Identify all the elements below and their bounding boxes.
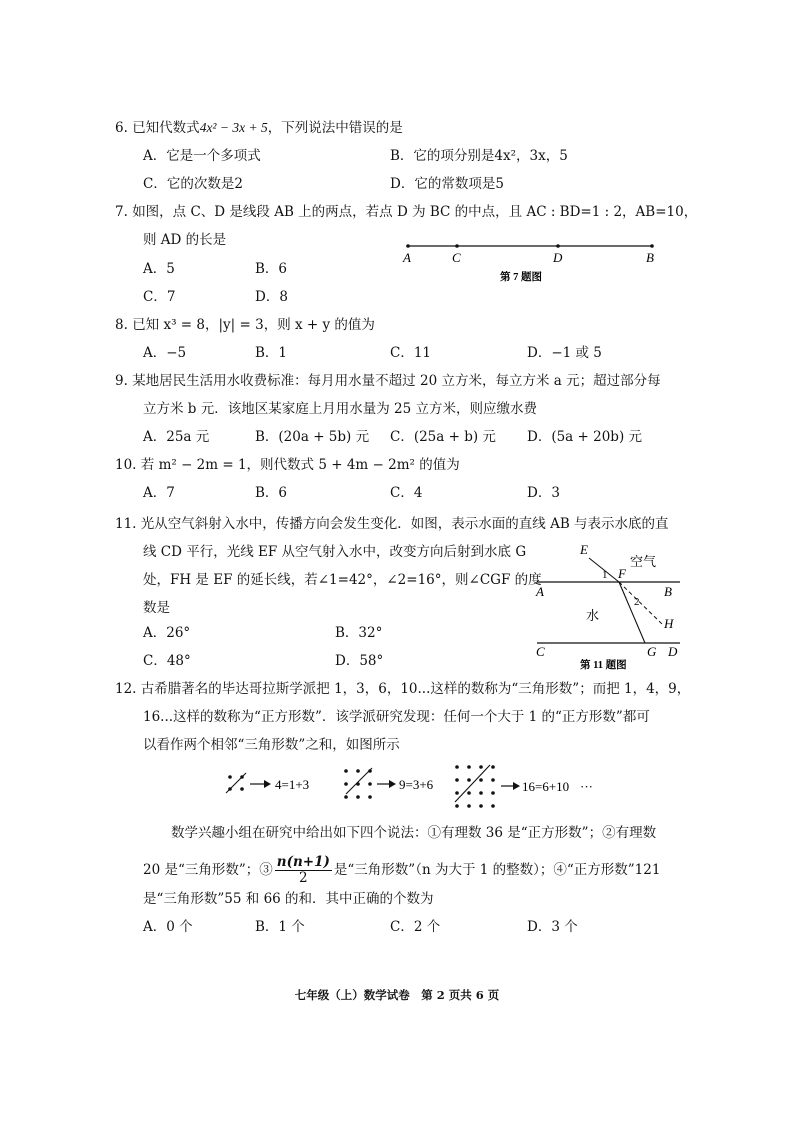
q11-figure-caption: 第 11 题图 — [580, 660, 627, 671]
point-d — [556, 244, 560, 248]
q8-option-c[interactable]: C．11 — [390, 345, 432, 361]
q10-option-d[interactable]: D．3 — [527, 485, 560, 501]
q10-option-c[interactable]: C．4 — [390, 485, 423, 501]
q11-number: 11. — [115, 516, 137, 532]
q9-stem-line1 — [115, 372, 661, 390]
q9-option-c[interactable]: C．(25a + b) 元 — [390, 429, 496, 445]
label-b: B — [664, 584, 672, 599]
q7-option-a[interactable]: A．5 — [143, 261, 175, 277]
q9-option-d[interactable]: D．(5a + 20b) 元 — [527, 429, 643, 445]
q9-number: 9. — [115, 373, 128, 389]
q8-option-d[interactable]: D．−1 或 5 — [527, 345, 602, 361]
q12-option-a[interactable]: A．0 个 — [143, 919, 193, 935]
dot-group-16 — [455, 765, 495, 808]
q11-stem-line4: 数是 — [143, 600, 170, 616]
angle-1-label: 1 — [602, 569, 608, 581]
label-g: G — [647, 644, 657, 659]
q11-stem-line1 — [115, 515, 669, 533]
q12-paragraph-line2 — [143, 852, 660, 888]
label-a: A — [403, 250, 411, 265]
q6-option-c[interactable]: C．它的次数是2 — [143, 176, 243, 192]
q10-option-b[interactable]: B．6 — [255, 485, 288, 501]
q11-option-a[interactable]: A．26° — [143, 625, 191, 641]
q6-expression: 4x² − 3x + 5 — [199, 120, 268, 135]
q6-stem-pre: 已知代数式 — [132, 120, 200, 136]
point-b — [650, 244, 654, 248]
q12-option-d[interactable]: D．3 个 — [527, 919, 578, 935]
q7-option-c[interactable]: C．7 — [143, 289, 176, 305]
q12-p2-post: 是“三角形数”（n 为大于 1 的整数）；④“正方形数”121 — [333, 862, 661, 878]
q12-stem-line2: 16...这样的数称为“正方形数”．该学派研究发现：任何一个大于 1 的“正方形数”都可 — [143, 709, 650, 725]
q6-option-b[interactable]: B．它的项分别是4x²，3x，5 — [390, 148, 568, 164]
label-b: B — [646, 250, 654, 265]
q10-number: 10. — [115, 457, 137, 473]
q8-stem-text: 已知 x³ = 8，|y| = 3，则 x + y 的值为 — [132, 317, 375, 333]
point-c — [455, 244, 459, 248]
q12-line1: 古希腊著名的毕达哥拉斯学派把 1，3，6，10...这样的数称为“三角形数”；而把 1，4，9， — [140, 681, 691, 697]
q7-option-b[interactable]: B．6 — [255, 261, 288, 277]
q12-eq1: 4=1+3 — [275, 777, 310, 792]
arrow-icon — [377, 780, 396, 788]
q6-option-d[interactable]: D．它的常数项是5 — [390, 176, 504, 192]
fraction-denominator: 2 — [299, 870, 308, 886]
q7-number: 7. — [115, 204, 128, 220]
q11-figure — [530, 540, 690, 670]
ray-fh-dashed — [619, 582, 662, 624]
q6-number: 6. — [115, 120, 128, 136]
label-c: C — [536, 644, 545, 659]
q7-figure — [400, 238, 660, 288]
angle-2-label: 2 — [634, 596, 640, 608]
q12-option-b[interactable]: B．1 个 — [255, 919, 305, 935]
q10-stem-text: 若 m² − 2m = 1，则代数式 5 + 4m − 2m² 的值为 — [140, 457, 460, 473]
label-h: H — [664, 616, 674, 631]
q11-stem-line3: 处，FH 是 EF 的延长线，若∠1=42°，∠2=16°，则∠CGF 的度 — [143, 572, 542, 588]
q11-option-b[interactable]: B．32° — [335, 625, 383, 641]
q12-stem-line3: 以看作两个相邻“三角形数”之和，如图所示 — [143, 737, 400, 753]
water-label: 水 — [586, 608, 600, 623]
q7-line1: 如图，点 C、D 是线段 AB 上的两点，若点 D 为 BC 的中点，且 AC : BD=1 : 2，AB=10， — [132, 204, 698, 220]
q7-stem-line1 — [115, 203, 697, 221]
q9-line1: 某地居民生活用水收费标准：每月用水量不超过 20 立方米，每立方米 a 元；超过部分每 — [132, 373, 661, 389]
q12-number: 12. — [115, 681, 137, 697]
q9-option-b[interactable]: B．(20a + 5b) 元 — [255, 429, 370, 445]
point-a — [406, 244, 410, 248]
q6-option-a[interactable]: A．它是一个多项式 — [143, 148, 261, 164]
q8-option-a[interactable]: A．−5 — [143, 345, 187, 361]
dot-group-9 — [344, 768, 372, 799]
label-a: A — [536, 584, 544, 599]
q12-stem-line1 — [115, 680, 690, 698]
q8-number: 8. — [115, 317, 128, 333]
q11-stem-line2: 线 CD 平行，光线 EF 从空气射入水中，改变方向后射到水底 G — [143, 544, 527, 560]
q11-option-c[interactable]: C．48° — [143, 653, 191, 669]
fraction-n-n-plus-1-over-2 — [275, 855, 332, 886]
q12-paragraph-line3: 是“三角形数”55 和 66 的和．其中正确的个数为 — [143, 891, 434, 907]
q6-stem-post: ，下列说法中错误的是 — [267, 120, 403, 136]
q9-stem-line2: 立方米 b 元．该地区某家庭上月用水量为 25 立方米，则应缴水费 — [143, 401, 537, 417]
q12-eq3: 16=6+10 — [522, 779, 570, 794]
label-c: C — [452, 250, 461, 265]
q10-option-a[interactable]: A．7 — [143, 485, 175, 501]
q7-stem-line2: 则 AD 的长是 — [143, 232, 227, 248]
q12-eq2: 9=3+6 — [399, 777, 434, 792]
q8-stem — [115, 316, 375, 334]
page-footer: 七年级（上）数学试卷 第 2 页共 6 页 — [294, 988, 500, 1002]
q10-stem — [115, 456, 460, 474]
q7-option-d[interactable]: D．8 — [255, 289, 288, 305]
q12-option-c[interactable]: C．2 个 — [390, 919, 441, 935]
label-d: D — [553, 250, 563, 265]
label-d: D — [668, 644, 678, 659]
q9-option-a[interactable]: A．25a 元 — [143, 429, 210, 445]
fraction-numerator: n(n+1) — [276, 854, 330, 870]
q12-dot-figure — [222, 762, 612, 814]
q7-figure-caption: 第 7 题图 — [500, 272, 542, 283]
q12-ellipsis: ··· — [580, 779, 593, 794]
q6-stem — [115, 119, 403, 137]
label-f: F — [618, 566, 626, 581]
dot-group-4 — [226, 773, 246, 793]
q11-line1: 光从空气斜射入水中，传播方向会发生变化．如图，表示水面的直线 AB 与表示水底的直 — [140, 516, 669, 532]
arrow-icon — [501, 782, 520, 790]
q12-p2-pre: 20 是“三角形数”；③ — [143, 862, 273, 878]
q12-paragraph-line1: 数学兴趣小组在研究中给出如下四个说法：①有理数 36 是“正方形数”；②有理数 — [171, 825, 657, 841]
air-label: 空气 — [630, 554, 657, 569]
arrow-icon — [250, 780, 271, 788]
q8-option-b[interactable]: B．1 — [255, 345, 288, 361]
label-e: E — [580, 542, 588, 557]
q11-option-d[interactable]: D．58° — [335, 653, 384, 669]
